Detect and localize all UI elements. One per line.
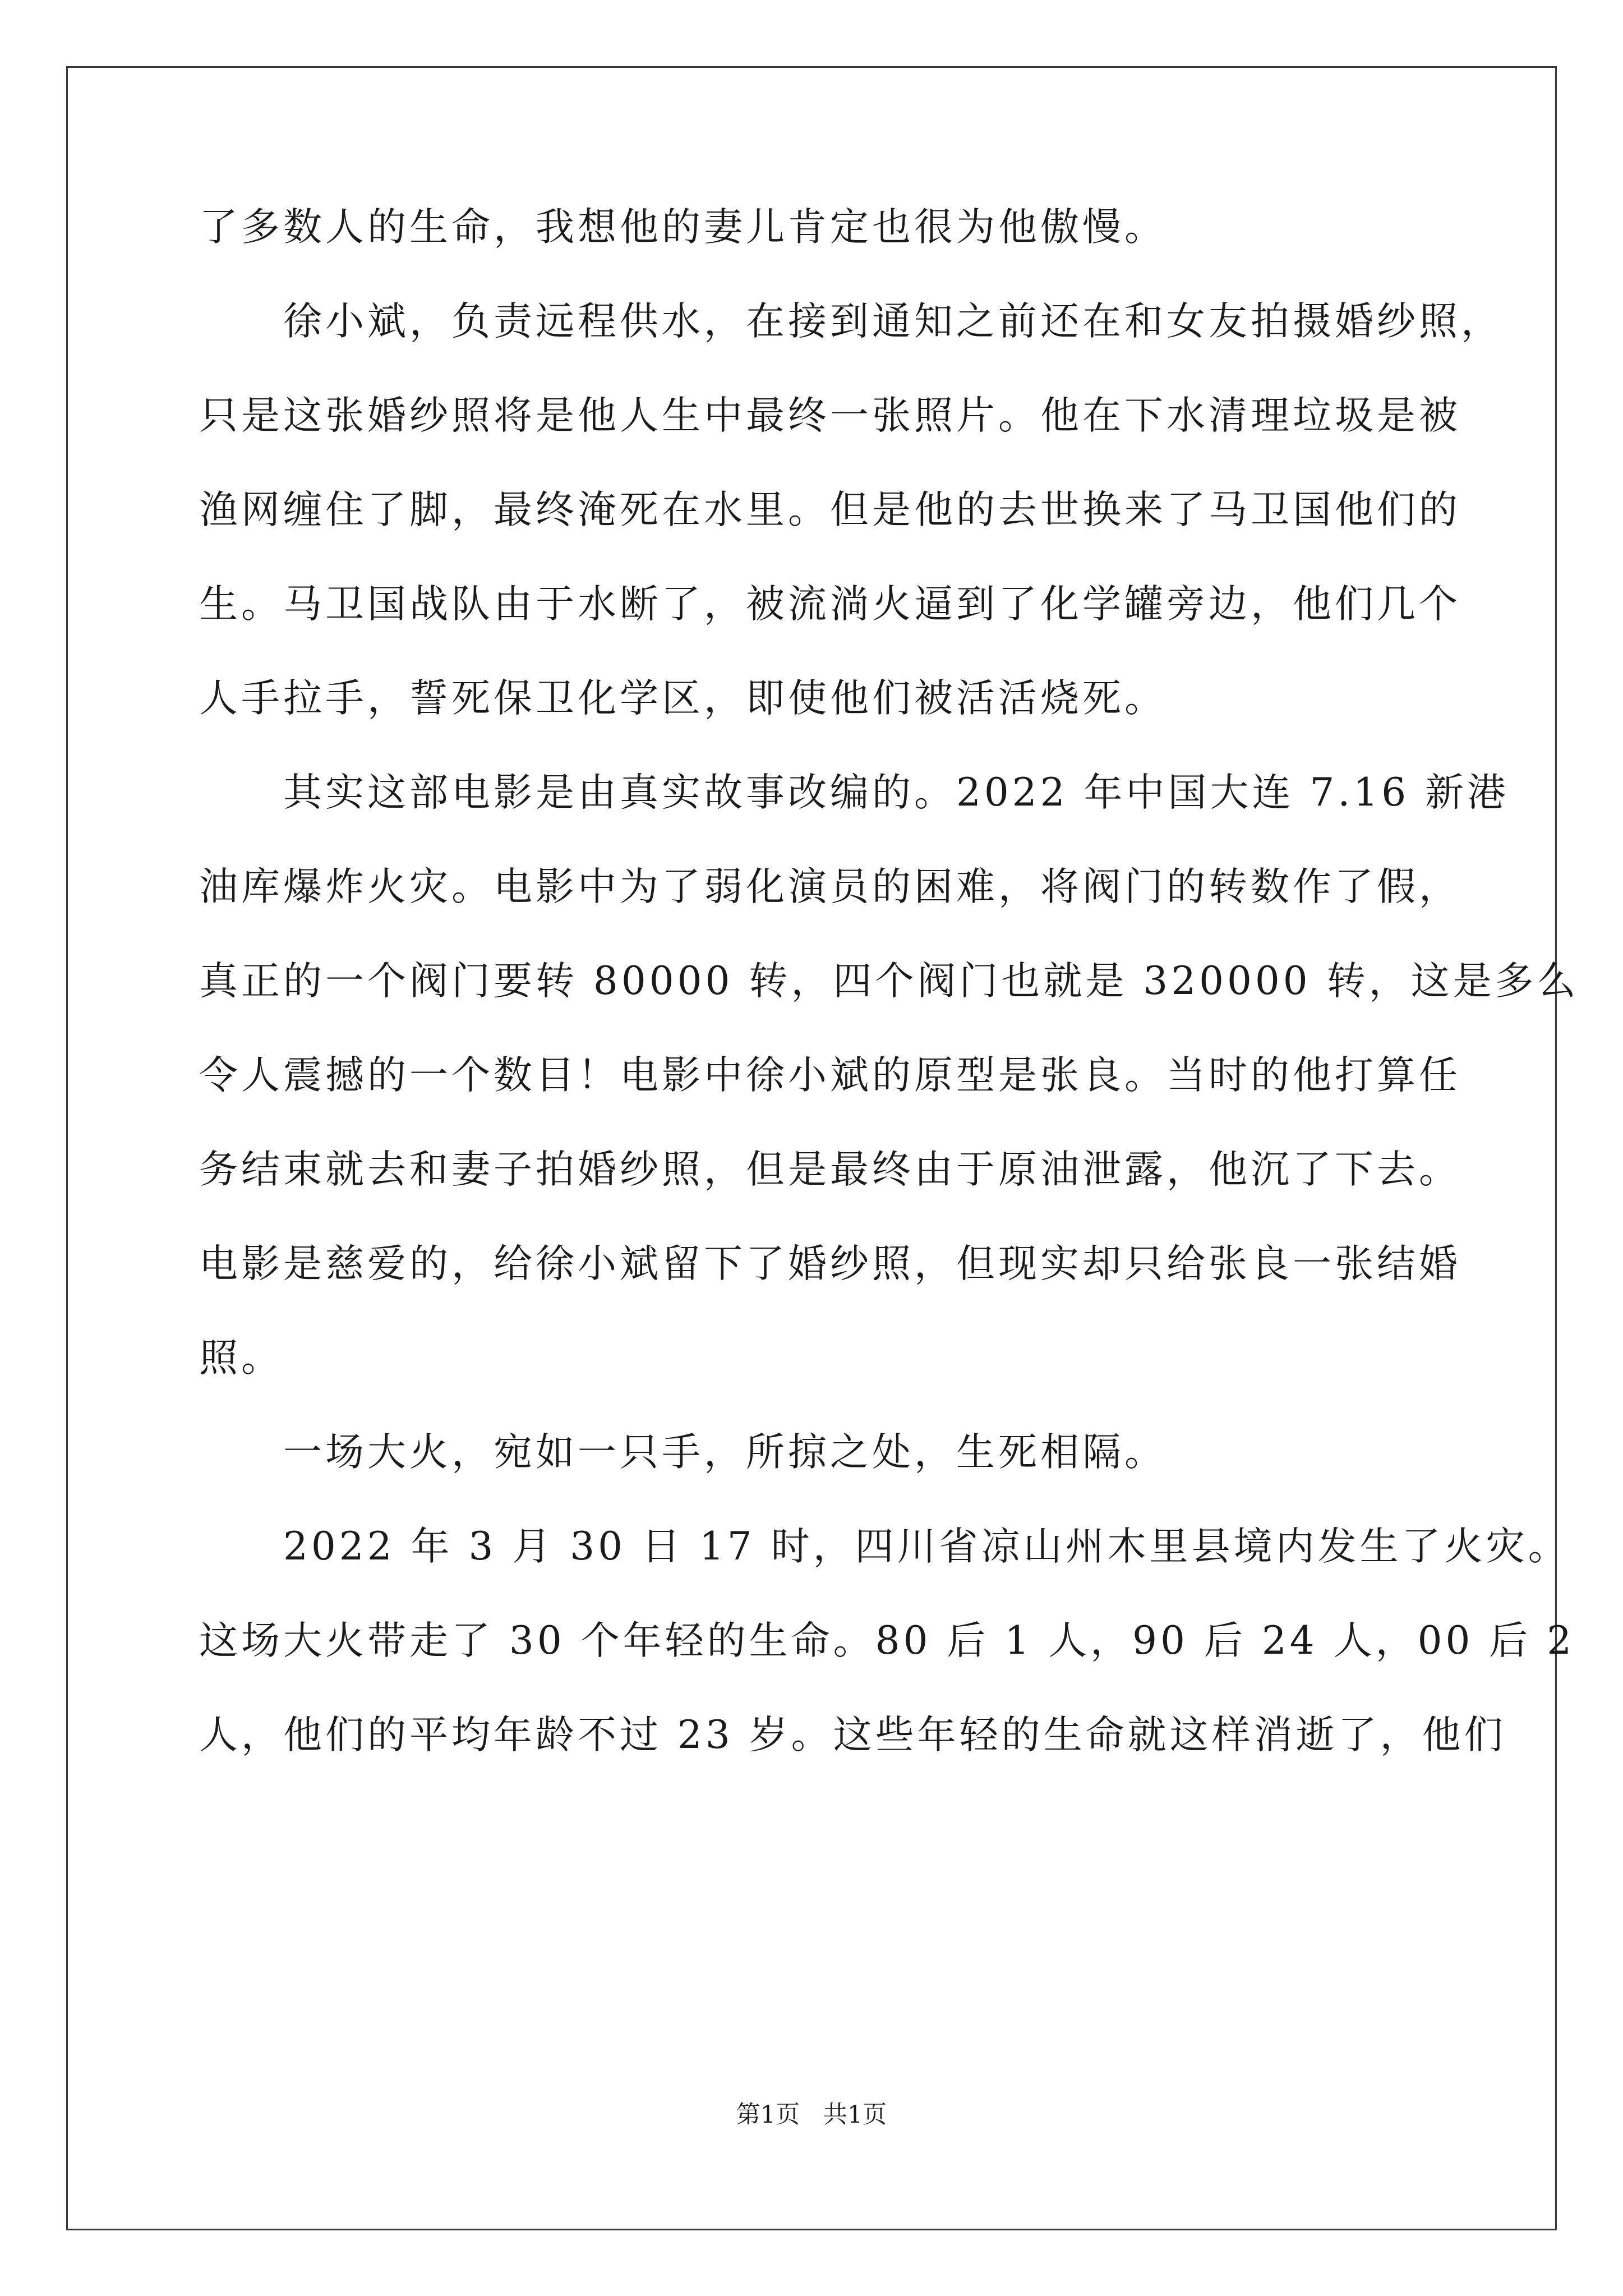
page-total: 共1页 [823,2101,887,2129]
text-line: 生。马卫国战队由于水断了，被流淌火逼到了化学罐旁边，他们几个 [199,582,1461,627]
text-line: 这场大火带走了 30 个年轻的生命。80 后 1 人，90 后 24 人，00 后 2 [199,1618,1575,1663]
text-line: 令人震撼的一个数目！电影中徐小斌的原型是张良。当时的他打算任 [199,1053,1461,1098]
text-line: 人手拉手，誓死保卫化学区，即使他们被活活烧死。 [199,676,1166,721]
text-line: 人，他们的平均年龄不过 23 岁。这些年轻的生命就这样消逝了，他们 [199,1713,1506,1757]
text-line: 照。 [199,1336,283,1381]
text-line: 渔网缠住了脚，最终淹死在水里。但是他的去世换来了马卫国他们的 [199,487,1461,532]
text-line: 务结束就去和妻子拍婚纱照，但是最终由于原油泄露，他沉了下去。 [199,1147,1461,1192]
text-line: 只是这张婚纱照将是他人生中最终一张照片。他在下水清理垃圾是被 [199,393,1461,438]
page-number: 第1页 [736,2101,800,2129]
text-line: 电影是慈爱的，给徐小斌留下了婚纱照，但现实却只给张良一张结婚 [199,1241,1461,1286]
text-line: 油库爆炸火灾。电影中为了弱化演员的困难，将阀门的转数作了假， [199,864,1461,909]
text-line: 一场大火，宛如一只手，所掠之处，生死相隔。 [199,1430,1166,1475]
text-line: 了多数人的生命，我想他的妻儿肯定也很为他傲慢。 [199,205,1166,250]
text-line: 真正的一个阀门要转 80000 转，四个阀门也就是 320000 转，这是多么 [199,959,1579,1004]
page-footer [0,2101,1623,2129]
text-line: 徐小斌，负责远程供水，在接到通知之前还在和女友拍摄婚纱照， [199,299,1503,344]
text-line: 2022 年 3 月 30 日 17 时，四川省凉山州木里县境内发生了火灾。 [199,1524,1570,1569]
text-line: 其实这部电影是由真实故事改编的。2022 年中国大连 7.16 新港 [199,770,1510,815]
